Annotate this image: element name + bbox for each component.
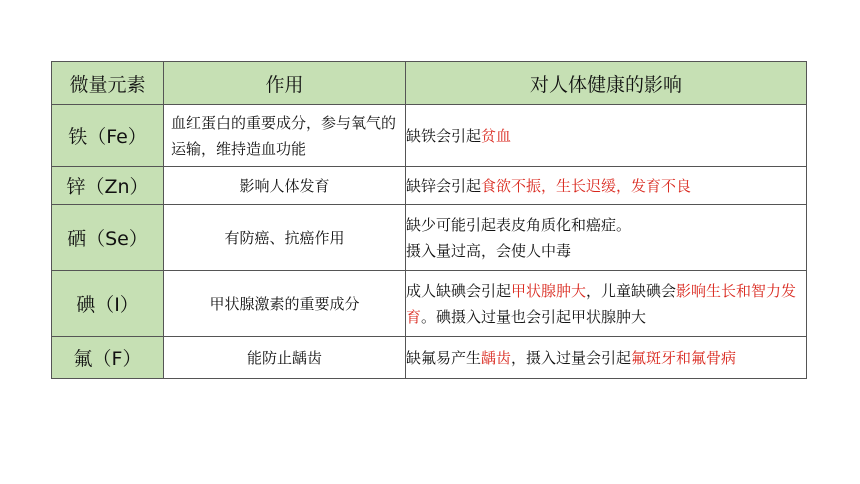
table-row [52, 105, 807, 167]
function-cell: 甲状腺激素的重要成分 [164, 271, 406, 337]
header-element: 微量元素 [52, 62, 164, 105]
effect-highlight: 氟斑牙和氟骨病 [631, 348, 737, 367]
element-cell: 硒（Se） [52, 205, 164, 271]
effect-text: 缺少可能引起表皮角质化和癌症。 [406, 215, 632, 234]
function-cell: 有防癌、抗癌作用 [164, 205, 406, 271]
effect-text: 缺氟易产生 [406, 348, 482, 367]
element-cell: 铁（Fe） [52, 105, 164, 167]
table-row [52, 167, 807, 205]
effect-text: 。碘摄入过量也会引起甲状腺肿大 [421, 307, 647, 326]
header-health-effect: 对人体健康的影响 [406, 62, 807, 105]
table-row [52, 205, 807, 271]
effect-text: 缺锌会引起 [406, 176, 482, 195]
function-cell: 影响人体发育 [164, 167, 406, 205]
effect-cell [406, 167, 807, 205]
effect-cell [406, 337, 807, 379]
effect-text: 成人缺碘会引起 [406, 281, 512, 300]
element-cell: 碘（I） [52, 271, 164, 337]
trace-element-table [51, 61, 807, 379]
function-cell: 能防止龋齿 [164, 337, 406, 379]
table-header-row [52, 62, 807, 105]
effect-text: 缺铁会引起 [406, 126, 482, 145]
effect-cell [406, 205, 807, 271]
table-row [52, 337, 807, 379]
effect-highlight: 龋齿 [481, 348, 512, 367]
function-cell: 血红蛋白的重要成分，参与氧气的运输，维持造血功能 [164, 105, 406, 167]
effect-cell [406, 271, 807, 337]
element-cell: 锌（Zn） [52, 167, 164, 205]
effect-cell [406, 105, 807, 167]
header-function: 作用 [164, 62, 406, 105]
effect-highlight: 贫血 [481, 126, 512, 145]
effect-text: ，摄入过量会引起 [511, 348, 632, 367]
table-row [52, 271, 807, 337]
effect-highlight: 甲状腺肿大 [511, 281, 587, 300]
effect-highlight: 影响生长和智力发育 [406, 281, 797, 326]
effect-text: ，儿童缺碘会 [586, 281, 677, 300]
effect-highlight: 食欲不振，生长迟缓，发育不良 [481, 176, 692, 195]
element-cell: 氟（F） [52, 337, 164, 379]
effect-text: 摄入量过高，会使人中毒 [406, 241, 572, 260]
